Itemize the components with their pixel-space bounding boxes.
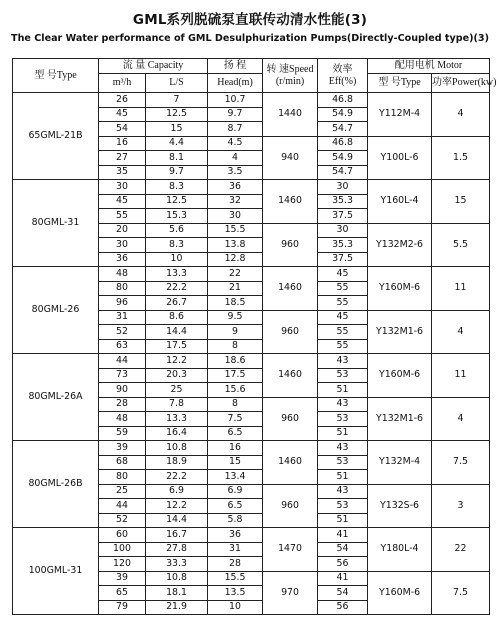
table-row — [13, 528, 490, 543]
capacity-m3h-cell: 45 — [99, 194, 146, 209]
head-cell: 10.7 — [208, 93, 263, 108]
motor-power-cell: 11 — [432, 267, 490, 311]
efficiency-cell: 43 — [318, 484, 368, 499]
capacity-m3h-cell: 73 — [99, 368, 146, 383]
capacity-m3h-cell: 79 — [99, 600, 146, 615]
efficiency-cell: 54.9 — [318, 151, 368, 166]
capacity-ls-cell: 8.6 — [146, 310, 208, 325]
capacity-ls-cell: 18.1 — [146, 586, 208, 601]
efficiency-cell: 53 — [318, 499, 368, 514]
capacity-m3h-cell: 26 — [99, 93, 146, 108]
capacity-ls-cell: 6.9 — [146, 484, 208, 499]
capacity-m3h-cell: 96 — [99, 296, 146, 311]
capacity-m3h-cell: 80 — [99, 470, 146, 485]
capacity-m3h-cell: 65 — [99, 586, 146, 601]
head-cell: 28 — [208, 557, 263, 572]
header-eff-unit: Eff(%) — [328, 75, 357, 87]
motor-power-cell: 1.5 — [432, 136, 490, 180]
speed-cell: 940 — [263, 136, 318, 180]
page-title: GML系列脱硫泵直联传动清水性能(3) — [132, 12, 368, 28]
efficiency-cell: 56 — [318, 600, 368, 615]
capacity-m3h-cell: 120 — [99, 557, 146, 572]
capacity-m3h-cell: 44 — [99, 354, 146, 369]
efficiency-cell: 53 — [318, 455, 368, 470]
efficiency-cell: 56 — [318, 557, 368, 572]
header-model: 型 号Type — [13, 59, 99, 93]
capacity-ls-cell: 26.7 — [146, 296, 208, 311]
head-cell: 13.8 — [208, 238, 263, 253]
header-eff-label: 效率 — [332, 63, 353, 75]
table-row — [13, 180, 490, 195]
capacity-m3h-cell: 80 — [99, 281, 146, 296]
speed-cell: 1460 — [263, 267, 318, 311]
header-head-unit: Head(m) — [208, 74, 263, 93]
efficiency-cell: 53 — [318, 412, 368, 427]
head-cell: 18.5 — [208, 296, 263, 311]
capacity-m3h-cell: 59 — [99, 426, 146, 441]
pump-model: 80GML-26 — [13, 267, 99, 354]
capacity-m3h-cell: 31 — [99, 310, 146, 325]
capacity-m3h-cell: 30 — [99, 180, 146, 195]
head-cell: 22 — [208, 267, 263, 282]
motor-type-cell: Y160M-6 — [368, 571, 432, 615]
head-cell: 4.5 — [208, 136, 263, 151]
capacity-m3h-cell: 44 — [99, 499, 146, 514]
capacity-m3h-cell: 36 — [99, 252, 146, 267]
header-speed — [263, 59, 318, 93]
capacity-ls-cell: 10.8 — [146, 441, 208, 456]
head-cell: 8.7 — [208, 122, 263, 137]
head-cell: 4 — [208, 151, 263, 166]
head-cell: 15.6 — [208, 383, 263, 398]
efficiency-cell: 45 — [318, 310, 368, 325]
capacity-m3h-cell: 48 — [99, 412, 146, 427]
motor-type-cell: Y100L-6 — [368, 136, 432, 180]
efficiency-cell: 41 — [318, 571, 368, 586]
pump-model: 65GML-21B — [13, 93, 99, 180]
motor-type-cell: Y132S-6 — [368, 484, 432, 528]
speed-cell: 1460 — [263, 441, 318, 485]
pump-model: 80GML-26B — [13, 441, 99, 528]
head-cell: 9.5 — [208, 310, 263, 325]
capacity-ls-cell: 17.5 — [146, 339, 208, 354]
header-motor-power: 功率Power(kw) — [432, 74, 490, 93]
head-cell: 7.5 — [208, 412, 263, 427]
capacity-ls-cell: 27.8 — [146, 542, 208, 557]
capacity-ls-cell: 4.4 — [146, 136, 208, 151]
efficiency-cell: 51 — [318, 426, 368, 441]
efficiency-cell: 53 — [318, 368, 368, 383]
capacity-ls-cell: 12.5 — [146, 194, 208, 209]
motor-power-cell: 3 — [432, 484, 490, 528]
table-row — [13, 267, 490, 282]
table-row — [13, 354, 490, 369]
head-cell: 6.5 — [208, 426, 263, 441]
motor-type-cell: Y160L-4 — [368, 180, 432, 224]
head-cell: 3.5 — [208, 165, 263, 180]
performance-table-body — [13, 93, 490, 615]
head-cell: 9 — [208, 325, 263, 340]
head-cell: 8 — [208, 397, 263, 412]
efficiency-cell: 37.5 — [318, 209, 368, 224]
capacity-m3h-cell: 52 — [99, 513, 146, 528]
speed-cell: 960 — [263, 310, 318, 354]
speed-cell: 1470 — [263, 528, 318, 572]
capacity-ls-cell: 15.3 — [146, 209, 208, 224]
capacity-ls-cell: 8.3 — [146, 238, 208, 253]
efficiency-cell: 55 — [318, 339, 368, 354]
head-cell: 5.8 — [208, 513, 263, 528]
capacity-m3h-cell: 20 — [99, 223, 146, 238]
header-motor-type: 型 号Type — [368, 74, 432, 93]
capacity-m3h-cell: 68 — [99, 455, 146, 470]
efficiency-cell: 55 — [318, 281, 368, 296]
efficiency-cell: 35.3 — [318, 194, 368, 209]
performance-table — [12, 58, 497, 615]
capacity-m3h-cell: 90 — [99, 383, 146, 398]
header-capacity-m3h: m³/h — [99, 74, 146, 93]
capacity-m3h-cell: 35 — [99, 165, 146, 180]
head-cell: 8 — [208, 339, 263, 354]
head-cell: 31 — [208, 542, 263, 557]
capacity-m3h-cell: 60 — [99, 528, 146, 543]
efficiency-cell: 54 — [318, 542, 368, 557]
pump-model: 100GML-31 — [13, 528, 99, 615]
speed-cell: 1460 — [263, 180, 318, 224]
header-capacity: 流 量 Capacity — [99, 59, 208, 74]
efficiency-cell: 54.7 — [318, 122, 368, 137]
motor-power-cell: 7.5 — [432, 441, 490, 485]
capacity-ls-cell: 12.2 — [146, 354, 208, 369]
capacity-ls-cell: 20.3 — [146, 368, 208, 383]
capacity-m3h-cell: 39 — [99, 441, 146, 456]
table-row — [13, 93, 490, 108]
capacity-ls-cell: 12.2 — [146, 499, 208, 514]
capacity-m3h-cell: 54 — [99, 122, 146, 137]
head-cell: 13.4 — [208, 470, 263, 485]
capacity-ls-cell: 13.3 — [146, 412, 208, 427]
capacity-ls-cell: 14.4 — [146, 325, 208, 340]
efficiency-cell: 41 — [318, 528, 368, 543]
speed-cell: 960 — [263, 397, 318, 441]
motor-type-cell: Y180L-4 — [368, 528, 432, 572]
head-cell: 15.5 — [208, 571, 263, 586]
motor-power-cell: 5.5 — [432, 223, 490, 267]
capacity-ls-cell: 8.3 — [146, 180, 208, 195]
motor-power-cell: 7.5 — [432, 571, 490, 615]
motor-type-cell: Y132M1-6 — [368, 310, 432, 354]
capacity-ls-cell: 9.7 — [146, 165, 208, 180]
speed-cell: 960 — [263, 484, 318, 528]
capacity-m3h-cell: 52 — [99, 325, 146, 340]
capacity-ls-cell: 7.8 — [146, 397, 208, 412]
capacity-ls-cell: 33.3 — [146, 557, 208, 572]
table-row — [13, 441, 490, 456]
speed-cell: 970 — [263, 571, 318, 615]
head-cell: 12.8 — [208, 252, 263, 267]
head-cell: 36 — [208, 180, 263, 195]
speed-cell: 1440 — [263, 93, 318, 137]
motor-power-cell: 4 — [432, 93, 490, 137]
capacity-ls-cell: 15 — [146, 122, 208, 137]
head-cell: 30 — [208, 209, 263, 224]
head-cell: 6.9 — [208, 484, 263, 499]
capacity-ls-cell: 10.8 — [146, 571, 208, 586]
capacity-m3h-cell: 63 — [99, 339, 146, 354]
motor-power-cell: 11 — [432, 354, 490, 398]
pump-model: 80GML-31 — [13, 180, 99, 267]
capacity-m3h-cell: 16 — [99, 136, 146, 151]
motor-type-cell: Y132M1-6 — [368, 397, 432, 441]
motor-power-cell: 15 — [432, 180, 490, 224]
capacity-ls-cell: 16.7 — [146, 528, 208, 543]
capacity-ls-cell: 8.1 — [146, 151, 208, 166]
header-capacity-ls: L/S — [146, 74, 208, 93]
header-speed-label: 转 速Speed — [266, 63, 314, 75]
head-cell: 17.5 — [208, 368, 263, 383]
speed-cell: 960 — [263, 223, 318, 267]
motor-power-cell: 22 — [432, 528, 490, 572]
motor-type-cell: Y160M-6 — [368, 267, 432, 311]
capacity-m3h-cell: 25 — [99, 484, 146, 499]
head-cell: 10 — [208, 600, 263, 615]
capacity-ls-cell: 5.6 — [146, 223, 208, 238]
page-subtitle: The Clear Water performance of GML Desulphurization Pumps(Directly-Coupled type)(3) — [11, 33, 489, 44]
capacity-ls-cell: 25 — [146, 383, 208, 398]
capacity-m3h-cell: 48 — [99, 267, 146, 282]
capacity-ls-cell: 13.3 — [146, 267, 208, 282]
capacity-m3h-cell: 28 — [99, 397, 146, 412]
efficiency-cell: 55 — [318, 296, 368, 311]
capacity-ls-cell: 7 — [146, 93, 208, 108]
efficiency-cell: 43 — [318, 397, 368, 412]
motor-power-cell: 4 — [432, 397, 490, 441]
head-cell: 15.5 — [208, 223, 263, 238]
capacity-ls-cell: 10 — [146, 252, 208, 267]
pump-model: 80GML-26A — [13, 354, 99, 441]
efficiency-cell: 51 — [318, 513, 368, 528]
efficiency-cell: 35.3 — [318, 238, 368, 253]
head-cell: 15 — [208, 455, 263, 470]
head-cell: 13.5 — [208, 586, 263, 601]
capacity-ls-cell: 18.9 — [146, 455, 208, 470]
efficiency-cell: 30 — [318, 223, 368, 238]
motor-type-cell: Y132M-4 — [368, 441, 432, 485]
header-eff — [318, 59, 368, 93]
efficiency-cell: 43 — [318, 441, 368, 456]
head-cell: 21 — [208, 281, 263, 296]
head-cell: 6.5 — [208, 499, 263, 514]
efficiency-cell: 54.7 — [318, 165, 368, 180]
head-cell: 36 — [208, 528, 263, 543]
head-cell: 32 — [208, 194, 263, 209]
capacity-ls-cell: 16.4 — [146, 426, 208, 441]
efficiency-cell: 43 — [318, 354, 368, 369]
capacity-ls-cell: 14.4 — [146, 513, 208, 528]
capacity-m3h-cell: 45 — [99, 107, 146, 122]
efficiency-cell: 55 — [318, 325, 368, 340]
efficiency-cell: 54 — [318, 586, 368, 601]
capacity-ls-cell: 22.2 — [146, 470, 208, 485]
efficiency-cell: 51 — [318, 383, 368, 398]
capacity-ls-cell: 22.2 — [146, 281, 208, 296]
capacity-m3h-cell: 100 — [99, 542, 146, 557]
efficiency-cell: 54.9 — [318, 107, 368, 122]
capacity-m3h-cell: 30 — [99, 238, 146, 253]
head-cell: 18.6 — [208, 354, 263, 369]
header-head: 扬 程 — [208, 59, 263, 74]
header-motor: 配用电机 Motor — [368, 59, 490, 74]
motor-type-cell: Y160M-6 — [368, 354, 432, 398]
capacity-m3h-cell: 55 — [99, 209, 146, 224]
capacity-ls-cell: 21.9 — [146, 600, 208, 615]
capacity-m3h-cell: 39 — [99, 571, 146, 586]
efficiency-cell: 51 — [318, 470, 368, 485]
efficiency-cell: 45 — [318, 267, 368, 282]
efficiency-cell: 46.8 — [318, 93, 368, 108]
header-speed-unit: (r/min) — [275, 75, 305, 87]
motor-type-cell: Y112M-4 — [368, 93, 432, 137]
capacity-ls-cell: 12.5 — [146, 107, 208, 122]
head-cell: 9.7 — [208, 107, 263, 122]
head-cell: 16 — [208, 441, 263, 456]
capacity-m3h-cell: 27 — [99, 151, 146, 166]
motor-type-cell: Y132M2-6 — [368, 223, 432, 267]
speed-cell: 1460 — [263, 354, 318, 398]
efficiency-cell: 46.8 — [318, 136, 368, 151]
efficiency-cell: 30 — [318, 180, 368, 195]
motor-power-cell: 4 — [432, 310, 490, 354]
efficiency-cell: 37.5 — [318, 252, 368, 267]
